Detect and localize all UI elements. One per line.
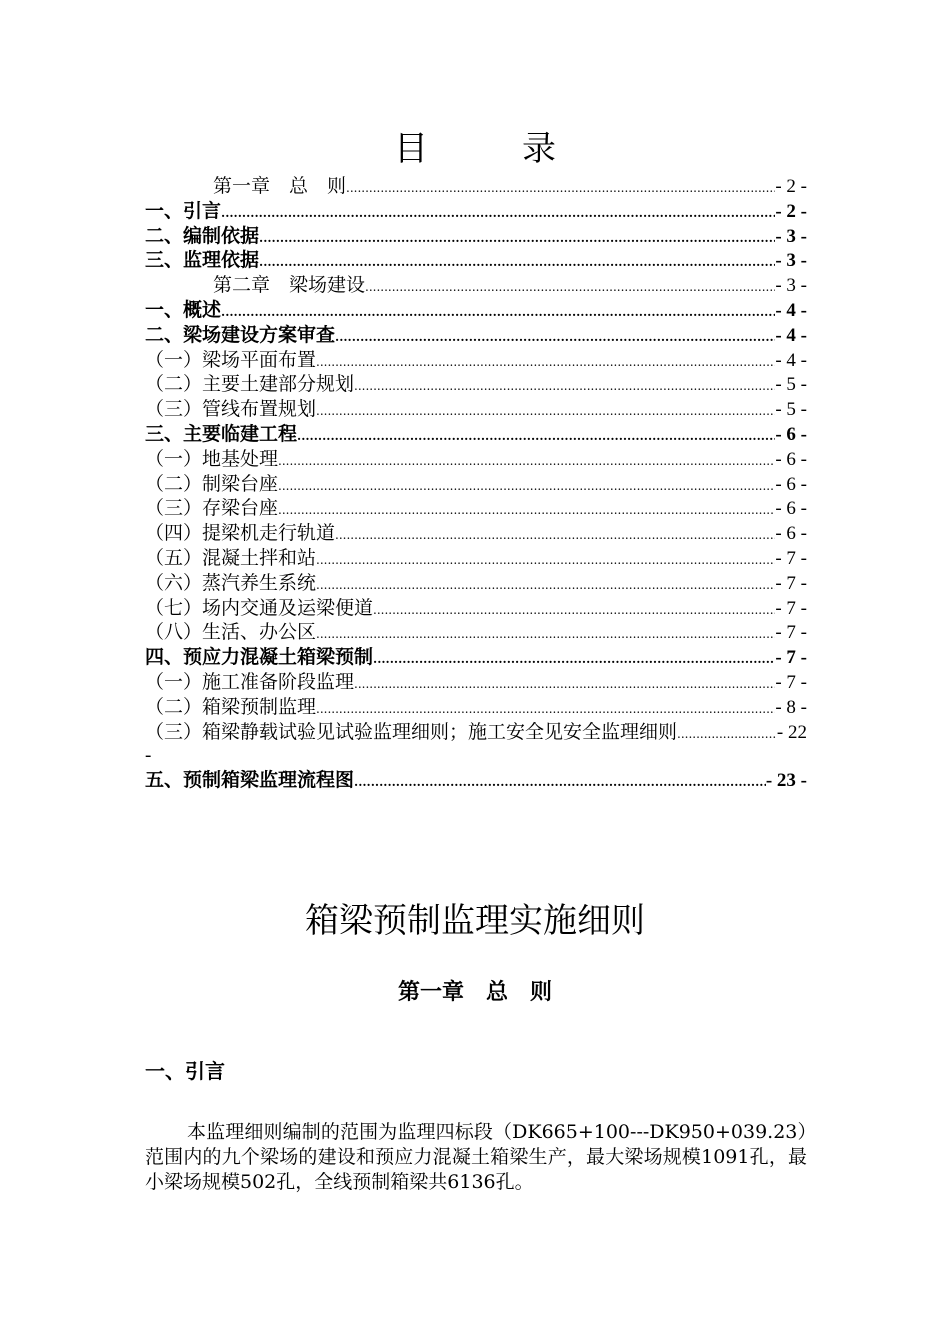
- toc-dot-leader: [316, 573, 775, 598]
- toc-entry-page: - 7 -: [775, 647, 807, 669]
- toc-entry-page: - 5 -: [775, 374, 807, 396]
- toc-entry-label: 四、预应力混凝土箱梁预制: [145, 646, 374, 669]
- toc-dot-leader: [278, 474, 775, 499]
- toc-dot-leader: [365, 275, 775, 300]
- toc-dot-leader: [297, 424, 775, 449]
- toc-entry-label: （六）蒸汽养生系统: [145, 571, 317, 594]
- toc-entry-label: （三）存梁台座: [145, 497, 279, 520]
- toc-dot-leader: [316, 350, 775, 375]
- toc-dot-leader: [278, 498, 775, 523]
- toc-entry[interactable]: [145, 521, 807, 546]
- section-heading: 一、引言: [145, 1059, 225, 1083]
- toc-entry-label: （二）箱梁预制监理: [145, 695, 317, 718]
- toc-entry-label: （三）管线布置规划: [145, 398, 317, 421]
- toc-entry-label: 五、预制箱梁监理流程图: [145, 769, 355, 792]
- toc-dot-leader: [259, 250, 775, 275]
- toc-entry-label: 一、引言: [145, 199, 222, 222]
- toc-dot-leader: [373, 598, 775, 623]
- toc-entry[interactable]: [145, 695, 807, 720]
- toc-entry-label: 三、监理依据: [145, 249, 260, 272]
- toc-entry-page: - 7 -: [775, 547, 807, 569]
- toc-entry[interactable]: [145, 422, 807, 447]
- toc-dot-leader: [316, 399, 775, 424]
- toc-entry-page: - 3 -: [775, 225, 807, 247]
- toc-entry-label: （七）场内交通及运梁便道: [145, 596, 374, 619]
- toc-dot-leader: [373, 647, 775, 672]
- toc-dot-leader: [278, 449, 775, 474]
- toc-dot-leader: [221, 300, 775, 325]
- toc-entry[interactable]: [145, 720, 807, 745]
- toc-entry-label: （三）箱梁静载试验见试验监理细则；施工安全见安全监理细则: [145, 720, 678, 743]
- toc-entry-page: - 4 -: [775, 349, 807, 371]
- toc-entry[interactable]: [145, 596, 807, 621]
- toc-entry-page: - 3 -: [775, 250, 807, 272]
- toc-entry-page: - 6 -: [775, 473, 807, 495]
- toc-entry-page: - 7 -: [775, 671, 807, 693]
- toc-dot-leader: [354, 672, 775, 697]
- toc-dot-leader: [316, 697, 775, 722]
- toc-entry[interactable]: [145, 447, 807, 472]
- toc-entry[interactable]: [145, 174, 807, 199]
- toc-entry-page: - 3 -: [775, 275, 807, 297]
- toc-entry-page: - 7 -: [775, 597, 807, 619]
- toc-entry-page: - 7 -: [775, 572, 807, 594]
- toc-entry-page: - 6 -: [775, 423, 807, 445]
- toc-entry-label: 第一章 总 则: [213, 175, 347, 197]
- toc-entry-label: 第二章 梁场建设: [213, 274, 366, 297]
- document-title: 箱梁预制监理实施细则: [305, 901, 645, 941]
- toc-entry-label: （四）提梁机走行轨道: [145, 522, 336, 545]
- toc-entry-page-wrap: -: [145, 745, 152, 767]
- toc-dot-leader: [316, 622, 775, 647]
- toc-entry[interactable]: [145, 571, 807, 596]
- toc-entry-label: （八）生活、办公区: [145, 621, 317, 644]
- toc-entry[interactable]: [145, 323, 807, 348]
- toc-entry[interactable]: [145, 298, 807, 323]
- toc-entry[interactable]: [145, 224, 807, 249]
- body-paragraph: 本监理细则编制的范围为监理四标段（DK665+100---DK950+039.23）范围内的九个梁场的建设和预应力混凝土箱梁生产，最大梁场规模1091孔，最小梁场规模502孔，全线预制箱梁共6136孔。: [145, 1121, 807, 1193]
- toc-dot-leader: [335, 523, 775, 548]
- toc-dot-leader: [354, 374, 775, 399]
- toc-entry[interactable]: [145, 199, 807, 224]
- toc-entry[interactable]: [145, 248, 807, 273]
- toc-entry-page: - 6 -: [775, 448, 807, 470]
- toc-entry[interactable]: [145, 372, 807, 397]
- toc-entry[interactable]: [145, 496, 807, 521]
- toc-dot-leader: [316, 548, 775, 573]
- toc-entry[interactable]: [145, 546, 807, 571]
- toc-entry[interactable]: [145, 645, 807, 670]
- toc-entry-label: （一）地基处理: [145, 447, 279, 470]
- toc-entry[interactable]: [145, 768, 807, 793]
- toc-entry-label: 二、编制依据: [145, 224, 260, 247]
- toc-dot-leader: [259, 226, 775, 251]
- toc-entry-page: - 6 -: [775, 498, 807, 520]
- toc-entry-label: 一、概述: [145, 298, 222, 321]
- toc-entry-label: （一）施工准备阶段监理: [145, 670, 355, 693]
- toc-entry[interactable]: [145, 397, 807, 422]
- toc-entry[interactable]: [145, 273, 807, 298]
- toc-entry-page: - 7 -: [775, 622, 807, 644]
- toc-title: 目 录: [394, 129, 586, 169]
- toc-entry-page: - 23 -: [765, 770, 807, 792]
- toc-entry[interactable]: [145, 670, 807, 695]
- toc-entry-label: （二）主要土建部分规划: [145, 373, 355, 396]
- toc-entry-page: - 2 -: [775, 200, 807, 222]
- toc-entry-label: （五）混凝土拌和站: [145, 546, 317, 569]
- toc-dot-leader: [335, 325, 775, 350]
- toc-entry-label: 三、主要临建工程: [145, 422, 298, 445]
- toc-entry[interactable]: [145, 472, 807, 497]
- toc-entry-page: - 5 -: [775, 399, 807, 421]
- toc-entry-page: - 2 -: [775, 176, 807, 197]
- toc-entry-label: （二）制梁台座: [145, 472, 279, 495]
- toc-entry[interactable]: [145, 620, 807, 645]
- toc-dot-leader: [354, 770, 766, 795]
- toc-entry-page: - 8 -: [775, 696, 807, 718]
- toc-entry-label: （一）梁场平面布置: [145, 348, 317, 371]
- toc-dot-leader: [677, 722, 777, 747]
- toc-entry[interactable]: [145, 348, 807, 373]
- toc-entry-label: 二、梁场建设方案审查: [145, 323, 336, 346]
- chapter-heading: 第一章 总 则: [397, 979, 552, 1005]
- toc-entry-page: - 4 -: [775, 299, 807, 321]
- toc-entry-page: - 6 -: [775, 523, 807, 545]
- toc-entry-page: - 4 -: [775, 324, 807, 346]
- toc-dot-leader: [221, 201, 775, 226]
- toc-entry-page: - 22: [776, 721, 807, 743]
- table-of-contents: [145, 174, 807, 793]
- toc-dot-leader: [346, 176, 775, 201]
